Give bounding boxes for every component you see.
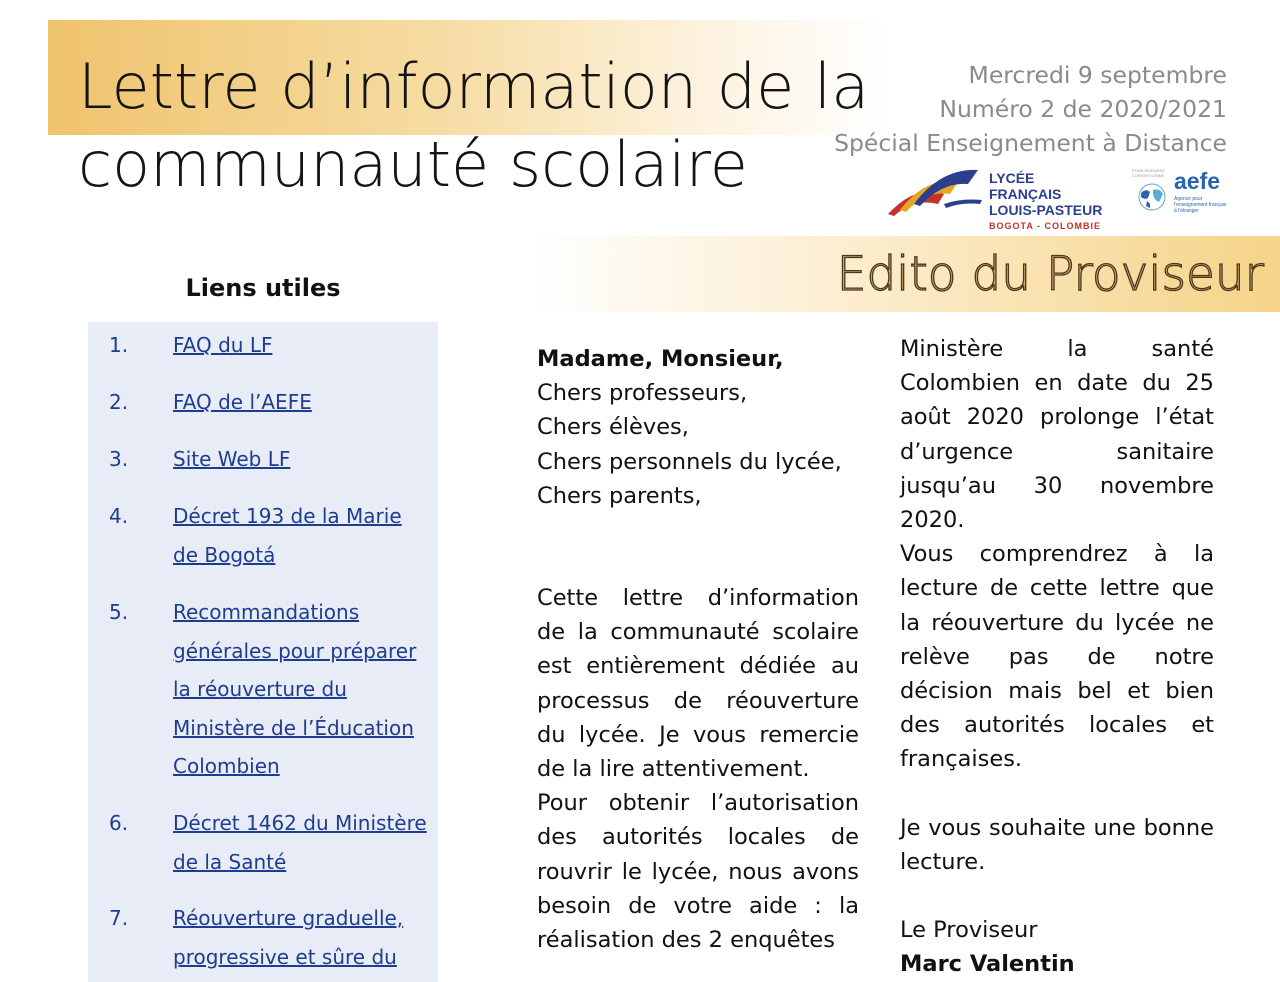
- link-number: 3.: [109, 447, 129, 471]
- link-decret-1462[interactable]: Décret 1462 du Ministère de la Santé: [173, 811, 427, 874]
- link-faq-aefe[interactable]: FAQ de l’AEFE: [173, 390, 312, 414]
- aefe-tag: ÉTABLISSEMENT CONVENTIONNÉ: [1132, 168, 1165, 178]
- edito-paragraph-3: Ministère la santé Colombien en date du 25 août 2020 prolonge l’état d’urgence sanitaire jusqu’au 30 novembre 2020.: [900, 336, 1214, 534]
- issue-number: Numéro 2 de 2020/2021: [939, 95, 1227, 123]
- edito-paragraph-4: Vous comprendrez à la lecture de cette lettre que la réouverture du lycée ne relève pas de notre décision mais bel et bien des autorités locales et françaises.: [900, 541, 1214, 773]
- spacer: [900, 879, 1214, 913]
- spacer: [900, 777, 1214, 811]
- link-number: 5.: [109, 600, 129, 624]
- issue-special: Spécial Enseignement à Distance: [834, 129, 1227, 157]
- link-number: 6.: [109, 811, 129, 835]
- edito-column-2: [900, 332, 1214, 981]
- signature-role: Le Proviseur: [900, 917, 1038, 944]
- aefe-logo: [1132, 164, 1232, 220]
- newsletter-title: [78, 48, 898, 204]
- edito-paragraph-1: Cette lettre d’information de la communauté scolaire est entièrement dédiée au processus de réouverture du lycée. Je vous remercie de la lire attentivement.: [537, 585, 859, 783]
- link-faq-lf[interactable]: FAQ du LF: [173, 333, 273, 357]
- link-number: 2.: [109, 390, 129, 414]
- links-heading: Liens utiles: [185, 274, 341, 302]
- edito-title: Edito du Proviseur: [836, 247, 1264, 302]
- edito-paragraph-2: Pour obtenir l’autorisation des autorités locales de rouvrir le lycée, nous avons besoin de votre aide : la réalisation des 2 enquêtes: [537, 790, 859, 954]
- link-recommandations[interactable]: Recommandations générales pour préparer la réouverture du Ministère de l’Éducation Colombien: [173, 600, 417, 778]
- issue-meta: [834, 58, 1227, 160]
- lycee-name-line2: LOUIS-PASTEUR: [989, 202, 1103, 218]
- salutation: Chers professeurs,: [537, 380, 748, 407]
- lycee-emblem-icon: [886, 164, 986, 220]
- lycee-logo: [886, 164, 1106, 231]
- title-line-2: communauté scolaire: [78, 128, 748, 201]
- salutation: Chers parents,: [537, 482, 702, 509]
- link-number: 7.: [109, 906, 129, 930]
- link-decret-193[interactable]: Décret 193 de la Marie de Bogotá: [173, 504, 402, 567]
- edito-paragraph-5: Je vous souhaite une bonne lecture.: [900, 814, 1214, 875]
- link-number: 1.: [109, 333, 129, 357]
- signature-name: Marc Valentin: [900, 951, 1075, 978]
- salutation: Chers élèves,: [537, 414, 689, 441]
- aefe-wordmark: aefe: [1174, 168, 1221, 194]
- edito-greeting: Madame, Monsieur,: [537, 346, 784, 372]
- aefe-subtitle: Agence pour l'enseignement français à l'étranger: [1174, 196, 1227, 214]
- lycee-city: BOGOTA - COLOMBIE: [989, 221, 1101, 231]
- lycee-logo-text: [989, 170, 1106, 234]
- salutation: Chers personnels du lycée,: [537, 448, 842, 475]
- links-panel: [88, 322, 438, 982]
- link-site-web-lf[interactable]: Site Web LF: [173, 447, 291, 471]
- spacer: [537, 513, 859, 581]
- issue-date: Mercredi 9 septembre: [968, 61, 1227, 89]
- link-reouverture[interactable]: Réouverture graduelle, progressive et sûre du: [173, 906, 404, 969]
- title-line-1: Lettre d’information de la: [78, 50, 870, 123]
- lycee-name-line1: LYCÉE FRANÇAIS: [989, 170, 1062, 202]
- edito-column-1: [537, 342, 859, 957]
- link-number: 4.: [109, 504, 129, 528]
- globe-icon: [1134, 182, 1170, 212]
- logos: [886, 164, 1231, 231]
